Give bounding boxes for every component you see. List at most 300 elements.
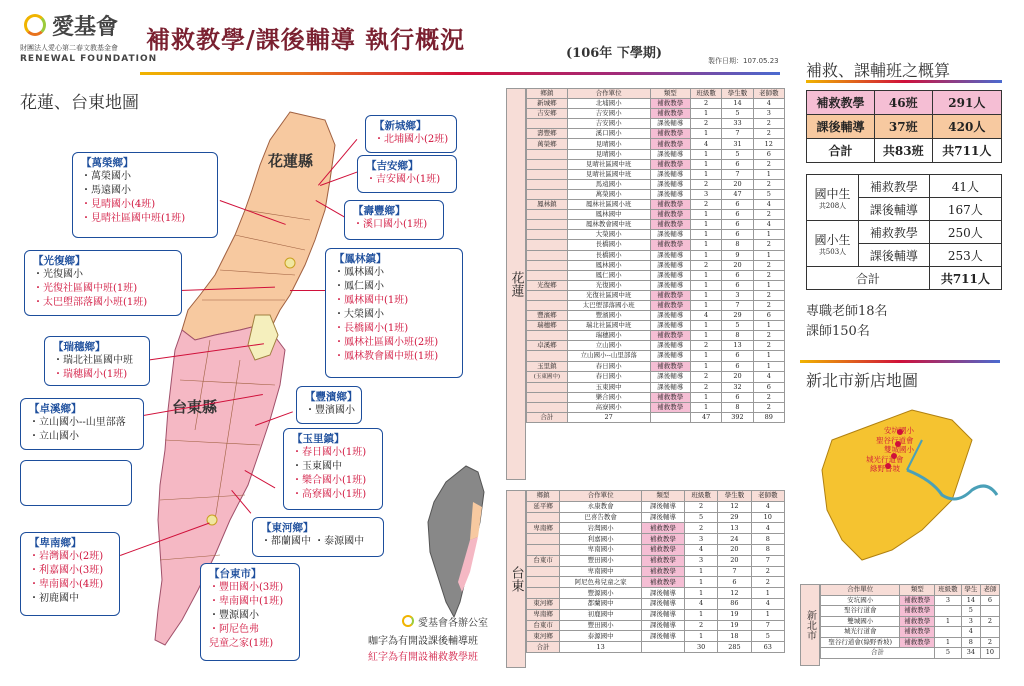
summary-row <box>807 139 1002 163</box>
table-cell: 補救教學 <box>641 544 684 555</box>
table-cell: 7 <box>722 300 753 310</box>
table-cell: 課後輔導 <box>650 230 690 240</box>
table-row <box>527 119 785 129</box>
tt-region-label: 台東 <box>506 490 526 668</box>
table-cell: 63 <box>751 642 784 653</box>
table-cell <box>527 300 568 310</box>
table-header <box>821 585 1000 596</box>
table-cell: 課後輔導 <box>650 341 690 351</box>
table-cell: 4 <box>690 311 721 321</box>
table-cell: 3 <box>690 189 721 199</box>
table-cell: 2 <box>753 331 784 341</box>
table-cell: 課後輔導 <box>641 620 684 631</box>
table-cell: 1 <box>690 300 721 310</box>
table-cell: 24 <box>718 534 751 545</box>
taitung-label: 台東縣 <box>172 398 218 416</box>
table-cell: 1 <box>690 250 721 260</box>
table-cell <box>527 534 560 545</box>
table-cell: 補救教學 <box>641 566 684 577</box>
table-cell: 安坑國小 <box>821 595 900 606</box>
table-cell: 補救教學 <box>650 331 690 341</box>
table-cell: 課後輔導 <box>650 169 690 179</box>
table-cell: 47 <box>722 189 753 199</box>
box-line: ・立山國小 <box>29 431 79 442</box>
table-cell: 阿尼色弗兒童之家 <box>560 577 642 588</box>
table-cell: 卑南國小 <box>560 544 642 555</box>
table-row <box>527 159 785 169</box>
table-cell: 卑南鄉 <box>527 609 560 620</box>
table-cell: 2 <box>690 382 721 392</box>
table-cell: 2 <box>753 159 784 169</box>
table-cell: 29 <box>722 311 753 321</box>
table-cell: 47 <box>690 412 721 422</box>
grade-group-cell <box>807 175 859 221</box>
table-row <box>527 250 785 260</box>
box-heading: 【新城鄉】 <box>374 120 427 132</box>
table-cell <box>527 331 568 341</box>
table-cell: 5 <box>753 189 784 199</box>
table-cell: 8 <box>751 534 784 545</box>
box-heading: 【光復鄉】 <box>33 255 86 267</box>
table-cell: 1 <box>690 402 721 412</box>
table-cell: 補救教學 <box>641 534 684 545</box>
table-cell: 台東市 <box>527 555 560 566</box>
table-cell: 高寮國小 <box>567 402 650 412</box>
table-cell: 課後輔導 <box>650 321 690 331</box>
table-cell: 合作單位 <box>821 585 900 596</box>
table-row <box>527 555 785 566</box>
box-line: ・長橋國小(1班) <box>334 323 409 334</box>
table-cell: 卑南國中 <box>560 566 642 577</box>
box-line: ・都蘭國中 ・泰源國中 <box>261 536 365 547</box>
table-row <box>527 270 785 280</box>
table-cell: 1 <box>753 321 784 331</box>
box-fengbin <box>296 386 362 424</box>
table-cell: 老師 <box>980 585 999 596</box>
table-cell: 89 <box>753 412 784 422</box>
taiwan-inset-map <box>418 462 498 622</box>
box-heading: 【瑞穗鄉】 <box>53 341 106 353</box>
table-cell: 20 <box>718 544 751 555</box>
table-row <box>527 341 785 351</box>
table-cell: 見晴國小 <box>567 149 650 159</box>
table-cell: 6 <box>722 392 753 402</box>
box-line: ・瑞北社區國中班 <box>53 355 133 366</box>
table-cell: 27 <box>567 412 650 422</box>
table-row <box>527 501 785 512</box>
table-cell: 班級數 <box>934 585 961 596</box>
table-cell <box>527 544 560 555</box>
table-cell: 2 <box>753 270 784 280</box>
table-cell: 巴喜告教會 <box>560 512 642 523</box>
table-cell: 32 <box>722 382 753 392</box>
table-cell: 豐田國小 <box>560 620 642 631</box>
table-cell: 課後輔導 <box>650 382 690 392</box>
table-cell: 5 <box>722 321 753 331</box>
table-cell: 1 <box>684 566 717 577</box>
table-cell: 課後輔導 <box>641 609 684 620</box>
table-cell: 課後輔導 <box>650 280 690 290</box>
table-row <box>527 382 785 392</box>
table-cell: 補救教學 <box>650 159 690 169</box>
legend-red: 紅字為有開設補救教學班 <box>368 652 478 663</box>
table-cell: 泰源國中 <box>560 631 642 642</box>
table-cell: 鳳林鎮 <box>527 200 568 210</box>
table-cell: 合計 <box>527 412 568 422</box>
table-cell: 4 <box>753 220 784 230</box>
table-row <box>527 351 785 361</box>
table-cell: 1 <box>753 250 784 260</box>
table-cell: 1 <box>690 361 721 371</box>
table-cell: 2 <box>753 240 784 250</box>
table-cell: 吉安鄉 <box>527 109 568 119</box>
table-cell: 2 <box>684 523 717 534</box>
table-row <box>527 280 785 290</box>
table-cell: 1 <box>684 588 717 599</box>
table-cell: 課後輔導 <box>641 588 684 599</box>
table-cell: 補救教學 <box>641 577 684 588</box>
grade-cell: 41人 <box>929 175 1001 198</box>
table-cell: 10 <box>751 512 784 523</box>
office-icon <box>402 615 414 627</box>
table-cell: 2 <box>690 179 721 189</box>
table-cell: 課後輔導 <box>650 351 690 361</box>
table-cell: 學生數 <box>718 491 751 502</box>
box-line: ・豐田國小(3班) <box>209 582 284 593</box>
table-cell: 7 <box>751 555 784 566</box>
table-cell: 瑞北社區國中班 <box>567 321 650 331</box>
box-heading: 【萬榮鄉】 <box>81 157 134 169</box>
table-row <box>527 392 785 402</box>
grade-label: 國小生 <box>814 233 851 247</box>
table-cell: 7 <box>751 620 784 631</box>
table-cell: 6 <box>722 230 753 240</box>
table-cell: 瑞穗鄉 <box>527 321 568 331</box>
table-cell: 東河鄉 <box>527 631 560 642</box>
table-cell <box>527 290 568 300</box>
grade-total-value: 共711人 <box>929 267 1001 290</box>
xb-region-label: 新北市 <box>800 584 820 666</box>
grade-cell: 補救教學 <box>859 175 930 198</box>
box-line: ・吉安國小(1班) <box>366 174 441 185</box>
table-cell: 類型 <box>641 491 684 502</box>
box-wanrong <box>72 152 218 238</box>
grade-table <box>806 174 1002 290</box>
table-cell: 5 <box>751 631 784 642</box>
summary-cell: 291人 <box>932 91 1001 115</box>
table-cell: 8 <box>722 331 753 341</box>
table-cell: 課後輔導 <box>641 598 684 609</box>
table-cell: 2 <box>684 501 717 512</box>
table-cell: 6 <box>722 210 753 220</box>
table-cell: 1 <box>684 631 717 642</box>
box-yuli <box>283 428 383 510</box>
table-cell: 1 <box>690 109 721 119</box>
grade-sub: 共503人 <box>818 248 847 256</box>
table-cell: 補救教學 <box>900 616 935 627</box>
table-row <box>527 109 785 119</box>
table-cell: 2 <box>690 341 721 351</box>
table-cell: 課後輔導 <box>650 149 690 159</box>
table-row <box>527 179 785 189</box>
table-cell: 補救教學 <box>650 99 690 109</box>
table-cell: 雙城國小 <box>821 616 900 627</box>
table-cell: 1 <box>690 169 721 179</box>
box-heading: 【吉安鄉】 <box>366 160 419 172</box>
table-cell: 鳳仁國小 <box>567 270 650 280</box>
logo-name: 愛基會 <box>52 15 119 40</box>
table-cell: 2 <box>753 119 784 129</box>
table-cell: 補救教學 <box>650 361 690 371</box>
table-row <box>821 606 1000 617</box>
table-cell: 1 <box>690 230 721 240</box>
box-line: ・利嘉國小(3班) <box>29 565 104 576</box>
table-cell <box>527 402 568 412</box>
table-cell: 285 <box>718 642 751 653</box>
table-cell: 19 <box>718 609 751 620</box>
box-heading: 【壽豐鄉】 <box>353 205 406 217</box>
grade-row <box>807 175 1002 198</box>
table-cell: 類型 <box>650 89 690 99</box>
table-cell: 1 <box>690 240 721 250</box>
table-row <box>527 577 785 588</box>
table-cell: 1 <box>684 577 717 588</box>
xinbei-divider <box>800 360 1000 363</box>
table-cell <box>527 230 568 240</box>
table-cell <box>527 210 568 220</box>
legend-office: 愛基會各辦公室 <box>418 618 488 629</box>
table-cell: 13 <box>560 642 642 653</box>
table-cell: 學生 <box>961 585 980 596</box>
box-line: ・光復國小 <box>33 269 83 280</box>
table-cell: 萬榮國小 <box>567 189 650 199</box>
table-cell: 1 <box>690 331 721 341</box>
summary-row <box>807 115 1002 139</box>
table-cell: 豐源國小 <box>560 588 642 599</box>
box-line: ・卑南國中(1班) <box>209 596 284 607</box>
table-cell: 2 <box>690 200 721 210</box>
box-line: ・豐濱國小 <box>305 405 355 416</box>
table-cell: 補救教學 <box>900 595 935 606</box>
table-cell: 6 <box>980 595 999 606</box>
table-cell: 20 <box>722 371 753 382</box>
table-cell: 9 <box>722 250 753 260</box>
table-cell: 4 <box>753 200 784 210</box>
table-cell: 1 <box>690 159 721 169</box>
table-row <box>527 200 785 210</box>
table-cell: 19 <box>718 620 751 631</box>
place-shenggu: 聖谷行道會 <box>876 435 914 445</box>
table-cell: 課後輔導 <box>650 311 690 321</box>
table-cell: 光復鄉 <box>527 280 568 290</box>
table-cell: 1 <box>690 220 721 230</box>
box-shoufeng <box>344 200 444 240</box>
table-cell: 20 <box>722 260 753 270</box>
table-cell: 10 <box>980 648 999 659</box>
table-row <box>821 627 1000 638</box>
table-cell: 吉安國小 <box>567 109 650 119</box>
table-cell: 12 <box>718 501 751 512</box>
table-cell: 樂合國小 <box>567 392 650 402</box>
table-cell <box>980 627 999 638</box>
table-cell: 392 <box>722 412 753 422</box>
table-cell: 鳳林社區國小班 <box>567 200 650 210</box>
table-cell: 合計 <box>821 648 935 659</box>
table-row <box>821 637 1000 648</box>
teacher-tutors: 課師150名 <box>806 324 870 339</box>
table-cell: 春日國小 <box>567 361 650 371</box>
box-jian <box>357 155 457 193</box>
summary-row <box>807 91 1002 115</box>
table-cell: 鳳林教會國中班 <box>567 220 650 230</box>
box-heading: 【東河鄉】 <box>261 522 314 534</box>
table-cell: 20 <box>718 555 751 566</box>
table-cell: 課後輔導 <box>650 119 690 129</box>
table-row <box>527 642 785 653</box>
table-cell: 課後輔導 <box>650 179 690 189</box>
table-cell: 課後輔導 <box>650 260 690 270</box>
table-cell: 吉安國小 <box>567 119 650 129</box>
table-cell: 延平鄉 <box>527 501 560 512</box>
table-row <box>821 648 1000 659</box>
table-cell: 1 <box>753 280 784 290</box>
table-cell: 鄉鎮 <box>527 491 560 502</box>
table-cell: 北埔國小 <box>567 99 650 109</box>
box-line: ・樂合國小(1班) <box>292 475 367 486</box>
table-row <box>527 534 785 545</box>
box-heading: 【台東市】 <box>209 568 262 580</box>
table-cell <box>527 220 568 230</box>
table-cell: 31 <box>722 139 753 149</box>
table-cell <box>527 159 568 169</box>
table-cell: 班級數 <box>684 491 717 502</box>
table-cell: 1 <box>753 351 784 361</box>
page-title: 補救教學/課後輔導 執行概況 <box>146 25 466 54</box>
table-cell: 4 <box>684 544 717 555</box>
table-cell: 3 <box>934 595 961 606</box>
table-cell: 玉東國中 <box>567 382 650 392</box>
table-cell: 1 <box>751 588 784 599</box>
summary-cell: 補救教學 <box>807 91 875 115</box>
table-cell: 18 <box>718 631 751 642</box>
table-cell: 1 <box>684 609 717 620</box>
table-cell: 4 <box>751 598 784 609</box>
table-cell <box>527 382 568 392</box>
box-line: ・初鹿國中 <box>29 593 79 604</box>
summary-cell: 46班 <box>874 91 932 115</box>
table-cell: 3 <box>961 616 980 627</box>
table-cell: 初鹿國中 <box>560 609 642 620</box>
table-cell: 3 <box>753 109 784 119</box>
table-cell: 聖谷行道會(綠野香坡) <box>821 637 900 648</box>
table-cell: 1 <box>690 321 721 331</box>
table-cell: 利嘉國小 <box>560 534 642 545</box>
table-cell: 1 <box>753 230 784 240</box>
table-cell: 1 <box>690 392 721 402</box>
table-header <box>527 89 785 99</box>
table-row <box>527 210 785 220</box>
box-line: ・馬遠國小 <box>81 185 131 196</box>
logo-icon <box>24 14 46 36</box>
table-cell: 合作單位 <box>560 491 642 502</box>
table-cell: 2 <box>753 179 784 189</box>
table-cell: 補救教學 <box>650 109 690 119</box>
grade-sub: 共208人 <box>818 202 847 210</box>
teacher-counts <box>806 302 888 342</box>
table-cell: 1 <box>753 169 784 179</box>
table-cell: 6 <box>753 382 784 392</box>
table-row <box>527 412 785 422</box>
table-cell: 補救教學 <box>650 200 690 210</box>
table-cell: 課後輔導 <box>641 631 684 642</box>
box-line: ・豐源國小 <box>209 610 259 621</box>
table-cell: 2 <box>980 616 999 627</box>
table-cell: 13 <box>718 523 751 534</box>
grade-group-cell <box>807 221 859 267</box>
table-cell: 5 <box>934 648 961 659</box>
table-cell: 補救教學 <box>650 240 690 250</box>
table-cell: 2 <box>690 99 721 109</box>
table-cell <box>527 250 568 260</box>
table-cell: 3 <box>684 534 717 545</box>
table-cell <box>527 149 568 159</box>
table-row <box>527 321 785 331</box>
table-cell: 8 <box>751 544 784 555</box>
table-cell: 新城鄉 <box>527 99 568 109</box>
table-row <box>527 609 785 620</box>
table-cell: 見晴社區國中班 <box>567 169 650 179</box>
logo-org: 財團法人愛心第二春文教基金會 <box>20 44 118 52</box>
table-cell: 類型 <box>900 585 935 596</box>
table-cell: 補救教學 <box>900 606 935 617</box>
table-cell <box>527 566 560 577</box>
teacher-fulltime: 專職老師18名 <box>806 304 888 319</box>
table-cell: 鄉鎮 <box>527 89 568 99</box>
table-cell: 課後輔導 <box>641 512 684 523</box>
box-line: ・萬榮國小 <box>81 171 131 182</box>
box-line: ・溪口國小(1班) <box>353 219 428 230</box>
box-empty <box>20 460 132 506</box>
table-cell: 補救教學 <box>650 210 690 220</box>
place-lvye: 綠野香坡 <box>870 464 900 473</box>
table-cell: 4 <box>690 139 721 149</box>
box-line: ・瑞穗國小(1班) <box>53 369 128 380</box>
table-cell: 8 <box>722 240 753 250</box>
xinbei-places <box>854 426 914 474</box>
table-row <box>527 300 785 310</box>
box-line: ・鳳林國中(1班) <box>334 295 409 306</box>
box-xincheng <box>365 115 457 153</box>
box-line: ・光復社區國中班(1班) <box>33 283 138 294</box>
table-cell: 課後輔導 <box>641 501 684 512</box>
table-cell: 壽豐鄉 <box>527 129 568 139</box>
table-cell: 2 <box>980 637 999 648</box>
box-line: ・立山國小--山里部落 <box>29 417 126 428</box>
box-heading: 【玉里鎮】 <box>292 433 345 445</box>
logo-en: RENEWAL FOUNDATION <box>20 54 158 64</box>
summary-cell: 共711人 <box>932 139 1001 163</box>
table-cell: 6 <box>718 577 751 588</box>
box-zhuoxi <box>20 398 144 450</box>
table-cell: 33 <box>722 119 753 129</box>
grade-cell: 課後輔導 <box>859 198 930 221</box>
table-cell: 5 <box>961 606 980 617</box>
table-cell: 補救教學 <box>900 627 935 638</box>
table-cell: 2 <box>753 210 784 220</box>
table-cell: 補救教學 <box>650 402 690 412</box>
table-cell: 卑南鄉 <box>527 523 560 534</box>
summary-underline <box>806 80 1002 83</box>
